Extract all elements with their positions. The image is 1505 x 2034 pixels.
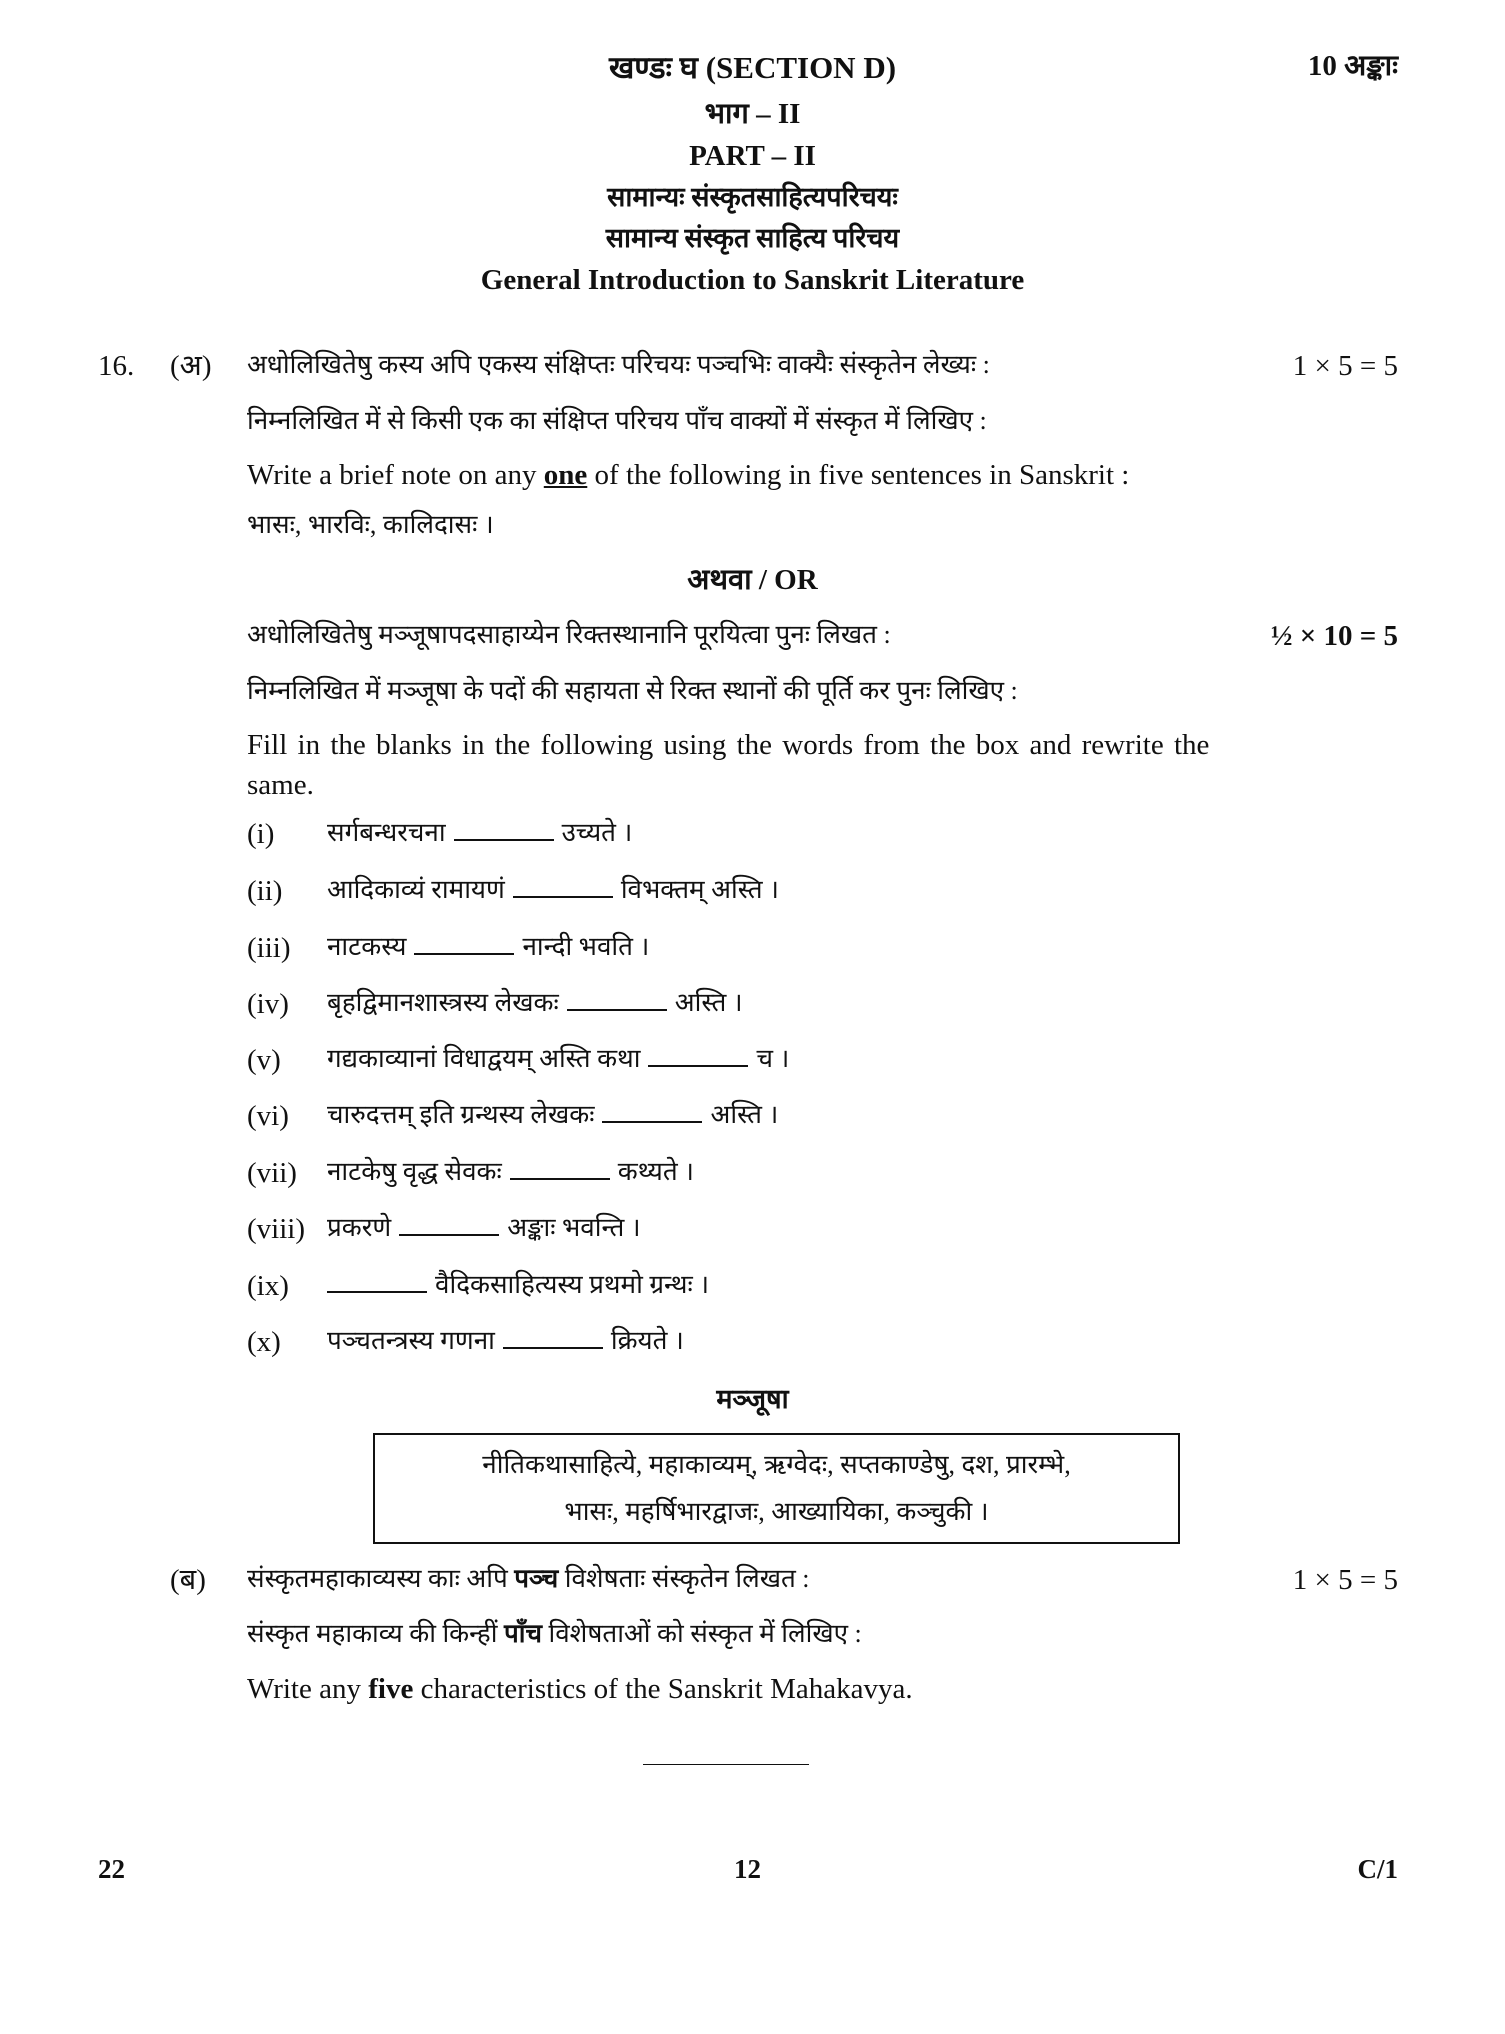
item-text	[327, 1046, 789, 1072]
blank-line	[503, 1346, 603, 1349]
blank-item	[0, 1272, 1505, 1312]
item-text-before: आदिकाव्यं रामायणं	[327, 875, 505, 904]
item-text-after: कथ्यते ।	[617, 1157, 695, 1186]
item-number: (v)	[247, 1044, 281, 1076]
part-b-sanskrit	[247, 1566, 810, 1592]
emphasis: five	[368, 1673, 414, 1705]
blank-line	[602, 1120, 702, 1123]
text: characteristics of the Sanskrit Mahakavya.	[413, 1673, 913, 1705]
subtitle-sanskrit: सामान्यः संस्कृतसाहित्यपरिचयः	[607, 182, 898, 212]
item-text	[327, 1159, 694, 1185]
blank-item	[0, 934, 1505, 974]
alt-english-1: Fill in the blanks in the following using the words from the box and rewrite the	[247, 729, 1210, 761]
section-title: खण्डः घ (SECTION D)	[608, 50, 897, 85]
blank-line	[567, 1008, 667, 1011]
item-number: (vii)	[247, 1157, 297, 1189]
part-a-label: (अ)	[170, 350, 212, 382]
item-number: (viii)	[247, 1213, 305, 1245]
box-line-1: नीतिकथासाहित्ये, महाकाव्यम्, ऋग्वेदः, सप्तकाण्डेषु, दश, प्रारम्भे,	[482, 1450, 1071, 1479]
item-text-before: नाटकस्य	[327, 932, 407, 961]
item-text	[327, 934, 649, 960]
emphasis: पञ्च	[514, 1564, 559, 1593]
blank-line	[510, 1177, 610, 1180]
footer-page-number: 12	[734, 1854, 761, 1884]
item-text	[327, 990, 743, 1016]
item-text-before: नाटकेषु वृद्ध सेवकः	[327, 1157, 502, 1186]
emphasis: पाँच	[503, 1619, 542, 1648]
item-text	[327, 820, 632, 846]
alt-english-2: same.	[247, 769, 314, 801]
alt-hindi: निम्नलिखित में मञ्जूषा के पदों की सहायता से रिक्त स्थानों की पूर्ति कर पुनः लिखिए :	[247, 676, 1018, 705]
item-number: (iv)	[247, 988, 289, 1020]
item-text-before: प्रकरणे	[327, 1213, 392, 1242]
part-english: PART – II	[689, 140, 816, 172]
blank-line	[327, 1290, 427, 1293]
blank-line	[399, 1233, 499, 1236]
blank-line	[648, 1064, 748, 1067]
item-number: (x)	[247, 1326, 281, 1358]
part-a-options: भासः, भारविः, कालिदासः ।	[247, 510, 494, 539]
text: संस्कृत महाकाव्य की किन्हीं	[247, 1619, 504, 1648]
item-number: (iii)	[247, 932, 291, 964]
part-a-english	[247, 461, 1129, 490]
item-text-after: च ।	[756, 1044, 790, 1073]
item-text-after: अस्ति ।	[674, 988, 743, 1017]
alt-sanskrit: अधोलिखितेषु मञ्जूषापदसाहाय्येन रिक्तस्थानानि पूरयित्वा पुनः लिखत :	[247, 620, 891, 649]
blank-item	[0, 877, 1505, 917]
item-text	[327, 1272, 709, 1298]
item-text-after: अस्ति ।	[710, 1100, 779, 1129]
blank-line	[513, 895, 613, 898]
item-number: (i)	[247, 818, 275, 850]
blank-item	[0, 1328, 1505, 1368]
part-b-english	[247, 1675, 913, 1704]
item-text-after: उच्यते ।	[561, 818, 633, 847]
blank-item	[0, 1102, 1505, 1142]
question-number: 16.	[98, 350, 135, 382]
footer-right: C/1	[1357, 1854, 1398, 1884]
part-hindi: भाग – II	[704, 98, 801, 130]
item-text-before: बृहद्विमानशास्त्रस्य लेखकः	[327, 988, 559, 1017]
blank-item	[0, 990, 1505, 1030]
emphasis-one: one	[543, 459, 588, 491]
text: विशेषताओं को संस्कृत में लिखिए :	[541, 1619, 862, 1648]
item-number: (ii)	[247, 875, 283, 907]
end-rule	[643, 1764, 809, 1765]
item-text-before: चारुदत्तम् इति ग्रन्थस्य लेखकः	[327, 1100, 595, 1129]
blank-item	[0, 1215, 1505, 1255]
item-text	[327, 877, 779, 903]
blank-line	[454, 838, 554, 841]
part-a-sanskrit: अधोलिखितेषु कस्य अपि एकस्य संक्षिप्तः परिचयः पञ्चभिः वाक्यैः संस्कृतेन लेख्यः :	[247, 350, 990, 379]
or-divider: अथवा / OR	[687, 564, 818, 596]
item-text-after: विभक्तम् अस्ति ।	[620, 875, 779, 904]
alt-marks: ½ × 10 = 5	[1270, 620, 1398, 652]
item-text	[327, 1215, 641, 1241]
part-b-label: (ब)	[170, 1564, 206, 1596]
part-a-hindi: निम्नलिखित में से किसी एक का संक्षिप्त परिचय पाँच वाक्यों में संस्कृत में लिखिए :	[247, 406, 987, 435]
text: संस्कृतमहाकाव्यस्य काः अपि	[247, 1564, 515, 1593]
english-text: of the following in five sentences in Sanskrit :	[587, 459, 1130, 491]
item-text-after: नान्दी भवति ।	[522, 932, 650, 961]
item-text-before: सर्गबन्धरचना	[327, 818, 446, 847]
item-text-after: वैदिकसाहित्यस्य प्रथमो ग्रन्थः ।	[435, 1270, 710, 1299]
item-text-before: गद्यकाव्यानां विधाद्वयम् अस्ति कथा	[327, 1044, 641, 1073]
box-line-2: भासः, महर्षिभारद्वाजः, आख्यायिका, कञ्चुकी ।	[564, 1497, 989, 1526]
item-text-after: क्रियते ।	[610, 1326, 684, 1355]
text: विशेषताः संस्कृतेन लिखत :	[558, 1564, 810, 1593]
part-b-marks: 1 × 5 = 5	[1292, 1564, 1398, 1596]
text: Write any	[247, 1673, 369, 1705]
item-number: (ix)	[247, 1270, 289, 1302]
blank-item	[0, 1046, 1505, 1086]
subtitle-hindi: सामान्य संस्कृत साहित्य परिचय	[605, 223, 900, 253]
subtitle-english: General Introduction to Sanskrit Literature	[480, 264, 1025, 296]
blank-line	[414, 952, 514, 955]
item-text	[327, 1328, 684, 1354]
english-text: Write a brief note on any	[247, 459, 544, 491]
blank-item	[0, 1159, 1505, 1199]
footer-left: 22	[98, 1854, 125, 1884]
part-b-hindi	[247, 1621, 862, 1647]
section-marks: 10 अङ्काः	[1307, 50, 1398, 82]
item-number: (vi)	[247, 1100, 289, 1132]
blank-item	[0, 820, 1505, 860]
item-text-after: अङ्काः भवन्ति ।	[507, 1213, 641, 1242]
item-text	[327, 1102, 778, 1128]
part-a-marks: 1 × 5 = 5	[1292, 350, 1398, 382]
item-text-before: पञ्चतन्त्रस्य गणना	[327, 1326, 495, 1355]
box-title: मञ्जूषा	[716, 1384, 789, 1414]
